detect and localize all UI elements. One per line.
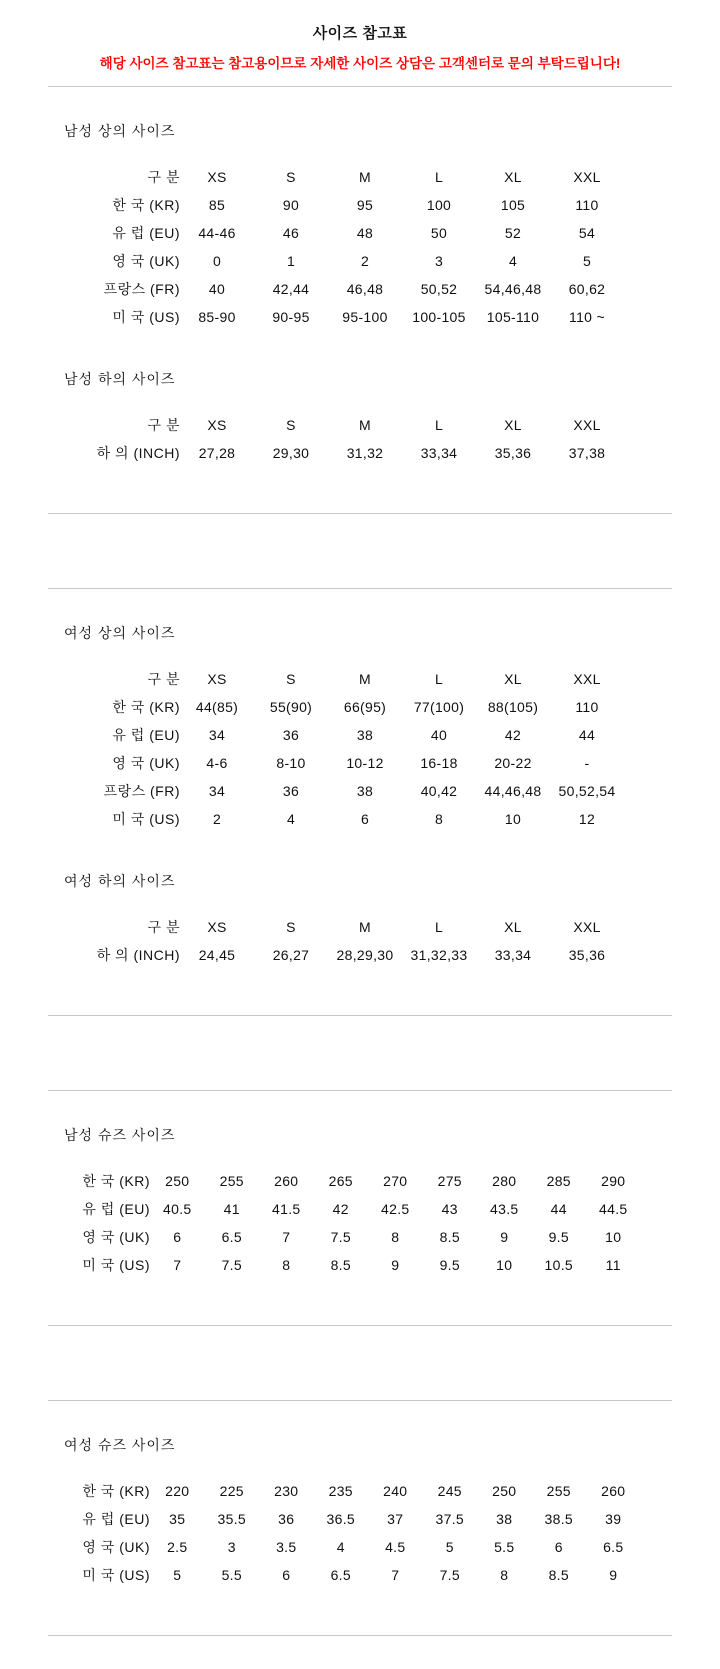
size-value: 255 xyxy=(546,1483,571,1499)
size-value: 10 xyxy=(504,811,522,827)
row-label: 하 의 (INCH) xyxy=(96,445,180,461)
size-value: 240 xyxy=(383,1483,408,1499)
size-value: 37.5 xyxy=(435,1511,464,1527)
size-value: 6.5 xyxy=(221,1229,242,1245)
row-label: 유 럽 (EU) xyxy=(112,225,180,241)
section-heading-womens-bottoms: 여성 하의 사이즈 xyxy=(64,873,176,889)
size-value: 110 ~ xyxy=(569,309,605,325)
size-value: 36.5 xyxy=(326,1511,355,1527)
row-label: 프랑스 (FR) xyxy=(103,783,180,799)
table-row xyxy=(70,275,624,303)
section-mens-bottoms xyxy=(0,369,720,467)
size-column-header: S xyxy=(286,417,296,433)
size-value: 41 xyxy=(223,1201,240,1217)
size-value: 2.5 xyxy=(167,1539,188,1555)
size-reference-page xyxy=(0,22,720,1636)
size-value: 42 xyxy=(332,1201,349,1217)
size-value: 41.5 xyxy=(272,1201,301,1217)
size-value: 260 xyxy=(601,1483,626,1499)
size-value: 10 xyxy=(605,1229,622,1245)
table-header-row xyxy=(70,163,624,191)
size-column-header: S xyxy=(286,919,296,935)
size-column-header: L xyxy=(434,919,444,935)
size-column-header: L xyxy=(434,169,444,185)
size-value: 36 xyxy=(282,727,300,743)
size-value: 54 xyxy=(578,225,596,241)
size-value: 285 xyxy=(546,1173,571,1189)
table-row xyxy=(70,439,624,467)
size-value: 34 xyxy=(208,727,226,743)
size-value: 40,42 xyxy=(420,783,458,799)
size-value: 42,44 xyxy=(272,281,310,297)
size-column-header: M xyxy=(359,919,371,935)
corner-label: 구 분 xyxy=(147,919,180,935)
section-heading-mens-tops: 남성 상의 사이즈 xyxy=(64,123,176,139)
divider xyxy=(48,1635,672,1636)
size-value: 8.5 xyxy=(439,1229,460,1245)
size-column-header: XL xyxy=(504,671,522,687)
size-value: 8.5 xyxy=(330,1257,351,1273)
section-womens-bottoms xyxy=(0,871,720,969)
size-value: 6.5 xyxy=(603,1539,624,1555)
size-value: 43.5 xyxy=(490,1201,519,1217)
size-value: 7 xyxy=(391,1567,400,1583)
size-value: 3 xyxy=(227,1539,236,1555)
size-value: 24,45 xyxy=(198,947,236,963)
size-value: 9 xyxy=(500,1229,509,1245)
size-value: 8 xyxy=(500,1567,509,1583)
size-column-header: XS xyxy=(207,919,227,935)
womens-shoes-table xyxy=(70,1477,641,1589)
size-value: 66(95) xyxy=(343,699,387,715)
row-label: 미 국 (US) xyxy=(112,309,180,325)
size-value: 36 xyxy=(282,783,300,799)
size-value: 6 xyxy=(282,1567,291,1583)
size-value: 265 xyxy=(328,1173,353,1189)
size-column-header: L xyxy=(434,671,444,687)
section-mens-shoes xyxy=(0,1125,720,1279)
table-row xyxy=(70,805,624,833)
size-value: 28,29,30 xyxy=(336,947,394,963)
size-value: - xyxy=(584,755,590,771)
size-value: 100 xyxy=(426,197,452,213)
size-value: 37,38 xyxy=(568,445,606,461)
table-row xyxy=(70,303,624,331)
table-row xyxy=(70,721,624,749)
size-value: 44,46,48 xyxy=(484,783,542,799)
mens-tops-table xyxy=(70,163,624,331)
size-value: 90 xyxy=(282,197,300,213)
size-value: 44 xyxy=(550,1201,567,1217)
size-value: 48 xyxy=(356,225,374,241)
size-column-header: M xyxy=(359,671,371,687)
size-value: 43 xyxy=(441,1201,458,1217)
size-value: 46,48 xyxy=(346,281,384,297)
size-value: 2 xyxy=(212,811,222,827)
size-value: 9.5 xyxy=(439,1257,460,1273)
row-label: 프랑스 (FR) xyxy=(103,281,180,297)
size-value: 6 xyxy=(554,1539,563,1555)
row-label: 한 국 (KR) xyxy=(82,1483,150,1499)
size-value: 100-105 xyxy=(412,309,466,325)
mens-bottoms-table xyxy=(70,411,624,467)
table-row xyxy=(70,1251,641,1279)
size-column-header: XS xyxy=(207,417,227,433)
size-value: 42.5 xyxy=(381,1201,410,1217)
size-column-header: XS xyxy=(207,671,227,687)
size-column-header: XXL xyxy=(573,169,601,185)
table-header-row xyxy=(70,913,624,941)
table-row xyxy=(70,1477,641,1505)
size-value: 44 xyxy=(578,727,596,743)
size-value: 10.5 xyxy=(544,1257,573,1273)
size-value: 7.5 xyxy=(221,1257,242,1273)
size-value: 4 xyxy=(336,1539,345,1555)
size-value: 88(105) xyxy=(487,699,539,715)
row-label: 영 국 (UK) xyxy=(112,755,180,771)
table-row xyxy=(70,777,624,805)
size-value: 8-10 xyxy=(276,755,306,771)
size-warning-text: 해당 사이즈 참고표는 참고용이므로 자세한 사이즈 상담은 고객센터로 문의 부탁드립니다! xyxy=(99,56,621,71)
table-row xyxy=(70,1195,641,1223)
row-label: 영 국 (UK) xyxy=(82,1229,150,1245)
size-value: 39 xyxy=(605,1511,622,1527)
size-value: 3 xyxy=(434,253,444,269)
size-value: 38.5 xyxy=(544,1511,573,1527)
corner-label: 구 분 xyxy=(147,169,180,185)
size-value: 50,52 xyxy=(420,281,458,297)
size-value: 5 xyxy=(173,1567,182,1583)
section-heading-womens-tops: 여성 상의 사이즈 xyxy=(64,625,176,641)
section-heading-womens-shoes: 여성 슈즈 사이즈 xyxy=(64,1437,176,1453)
divider xyxy=(48,1400,672,1401)
size-value: 50 xyxy=(430,225,448,241)
womens-bottoms-table xyxy=(70,913,624,969)
size-column-header: S xyxy=(286,169,296,185)
size-column-header: XL xyxy=(504,169,522,185)
size-value: 6.5 xyxy=(330,1567,351,1583)
size-value: 8 xyxy=(391,1229,400,1245)
size-value: 235 xyxy=(328,1483,353,1499)
size-column-header: L xyxy=(434,417,444,433)
size-value: 55(90) xyxy=(269,699,313,715)
size-value: 5.5 xyxy=(494,1539,515,1555)
size-value: 77(100) xyxy=(413,699,465,715)
section-heading-mens-shoes: 남성 슈즈 사이즈 xyxy=(64,1127,176,1143)
divider xyxy=(48,1090,672,1091)
page-title: 사이즈 참고표 xyxy=(312,25,408,42)
row-label: 미 국 (US) xyxy=(82,1257,150,1273)
size-value: 20-22 xyxy=(494,755,532,771)
size-value: 260 xyxy=(274,1173,299,1189)
size-value: 38 xyxy=(356,783,374,799)
size-value: 29,30 xyxy=(272,445,310,461)
size-value: 46 xyxy=(282,225,300,241)
row-label: 유 럽 (EU) xyxy=(112,727,180,743)
row-label: 유 럽 (EU) xyxy=(82,1201,150,1217)
mens-shoes-table xyxy=(70,1167,641,1279)
row-label: 하 의 (INCH) xyxy=(96,947,180,963)
table-row xyxy=(70,693,624,721)
size-value: 16-18 xyxy=(420,755,458,771)
section-mens-tops xyxy=(0,121,720,331)
size-column-header: S xyxy=(286,671,296,687)
row-label: 영 국 (UK) xyxy=(112,253,180,269)
table-row xyxy=(70,941,624,969)
section-womens-shoes xyxy=(0,1435,720,1589)
size-value: 42 xyxy=(504,727,522,743)
size-value: 44(85) xyxy=(195,699,239,715)
section-heading-mens-bottoms: 남성 하의 사이즈 xyxy=(64,371,176,387)
size-value: 225 xyxy=(219,1483,244,1499)
size-value: 33,34 xyxy=(494,947,532,963)
size-column-header: XL xyxy=(504,919,522,935)
size-value: 4.5 xyxy=(385,1539,406,1555)
size-value: 60,62 xyxy=(568,281,606,297)
size-value: 44-46 xyxy=(198,225,236,241)
size-value: 255 xyxy=(219,1173,244,1189)
size-value: 6 xyxy=(360,811,370,827)
size-value: 10-12 xyxy=(346,755,384,771)
size-column-header: XS xyxy=(207,169,227,185)
size-column-header: M xyxy=(359,417,371,433)
size-value: 35.5 xyxy=(217,1511,246,1527)
size-value: 270 xyxy=(383,1173,408,1189)
table-row xyxy=(70,1505,641,1533)
size-value: 8 xyxy=(282,1257,291,1273)
size-value: 35,36 xyxy=(568,947,606,963)
size-value: 230 xyxy=(274,1483,299,1499)
size-column-header: XXL xyxy=(573,671,601,687)
table-header-row xyxy=(70,665,624,693)
size-value: 105-110 xyxy=(486,309,540,325)
size-value: 5 xyxy=(582,253,592,269)
size-value: 9 xyxy=(609,1567,618,1583)
size-value: 2 xyxy=(360,253,370,269)
size-value: 12 xyxy=(578,811,596,827)
table-row xyxy=(70,219,624,247)
size-value: 9.5 xyxy=(548,1229,569,1245)
row-label: 한 국 (KR) xyxy=(112,197,180,213)
size-value: 5 xyxy=(445,1539,454,1555)
size-value: 280 xyxy=(492,1173,517,1189)
size-value: 4 xyxy=(508,253,518,269)
size-sections-container xyxy=(0,121,720,1636)
size-value: 275 xyxy=(437,1173,462,1189)
row-label: 미 국 (US) xyxy=(82,1567,150,1583)
size-value: 7 xyxy=(282,1229,291,1245)
size-value: 33,34 xyxy=(420,445,458,461)
size-value: 0 xyxy=(212,253,222,269)
size-value: 54,46,48 xyxy=(484,281,542,297)
table-row xyxy=(70,1561,641,1589)
divider xyxy=(48,588,672,589)
size-value: 11 xyxy=(605,1257,621,1273)
size-value: 290 xyxy=(601,1173,626,1189)
size-value: 52 xyxy=(504,225,522,241)
table-row xyxy=(70,749,624,777)
divider xyxy=(48,1325,672,1326)
size-value: 110 xyxy=(575,699,599,715)
table-row xyxy=(70,247,624,275)
size-value: 7.5 xyxy=(330,1229,351,1245)
size-column-header: XXL xyxy=(573,919,601,935)
size-value: 34 xyxy=(208,783,226,799)
divider xyxy=(48,513,672,514)
row-label: 한 국 (KR) xyxy=(112,699,180,715)
size-value: 1 xyxy=(286,253,296,269)
table-row xyxy=(70,1223,641,1251)
row-label: 영 국 (UK) xyxy=(82,1539,150,1555)
size-column-header: XL xyxy=(504,417,522,433)
size-value: 8.5 xyxy=(548,1567,569,1583)
size-value: 31,32,33 xyxy=(410,947,468,963)
size-value: 85 xyxy=(208,197,226,213)
size-value: 8 xyxy=(434,811,444,827)
table-row xyxy=(70,1533,641,1561)
size-value: 26,27 xyxy=(272,947,310,963)
size-value: 220 xyxy=(165,1483,190,1499)
size-value: 105 xyxy=(500,197,526,213)
size-value: 35,36 xyxy=(494,445,532,461)
size-value: 35 xyxy=(169,1511,186,1527)
size-column-header: M xyxy=(359,169,371,185)
size-value: 95 xyxy=(356,197,374,213)
corner-label: 구 분 xyxy=(147,417,180,433)
size-value: 36 xyxy=(278,1511,295,1527)
size-column-header: XXL xyxy=(573,417,601,433)
size-value: 31,32 xyxy=(346,445,384,461)
size-value: 95-100 xyxy=(342,309,388,325)
size-value: 27,28 xyxy=(198,445,236,461)
size-value: 38 xyxy=(356,727,374,743)
table-row xyxy=(70,191,624,219)
size-value: 7.5 xyxy=(439,1567,460,1583)
size-value: 85-90 xyxy=(198,309,236,325)
size-value: 37 xyxy=(387,1511,404,1527)
size-value: 5.5 xyxy=(221,1567,242,1583)
size-value: 250 xyxy=(165,1173,190,1189)
size-value: 90-95 xyxy=(272,309,310,325)
row-label: 유 럽 (EU) xyxy=(82,1511,150,1527)
size-value: 4-6 xyxy=(206,755,228,771)
womens-tops-table xyxy=(70,665,624,833)
size-value: 250 xyxy=(492,1483,517,1499)
divider xyxy=(48,86,672,87)
size-value: 245 xyxy=(437,1483,462,1499)
divider xyxy=(48,1015,672,1016)
size-value: 40 xyxy=(208,281,226,297)
size-value: 6 xyxy=(173,1229,182,1245)
size-value: 38 xyxy=(496,1511,513,1527)
size-value: 110 xyxy=(575,197,599,213)
size-value: 9 xyxy=(391,1257,400,1273)
size-value: 3.5 xyxy=(276,1539,297,1555)
size-value: 40 xyxy=(430,727,448,743)
row-label: 한 국 (KR) xyxy=(82,1173,150,1189)
row-label: 미 국 (US) xyxy=(112,811,180,827)
size-value: 44.5 xyxy=(599,1201,628,1217)
size-value: 40.5 xyxy=(163,1201,192,1217)
size-value: 50,52,54 xyxy=(558,783,616,799)
table-header-row xyxy=(70,411,624,439)
section-womens-tops xyxy=(0,623,720,833)
table-row xyxy=(70,1167,641,1195)
size-value: 4 xyxy=(286,811,296,827)
corner-label: 구 분 xyxy=(147,671,180,687)
size-value: 10 xyxy=(496,1257,513,1273)
size-value: 7 xyxy=(173,1257,182,1273)
